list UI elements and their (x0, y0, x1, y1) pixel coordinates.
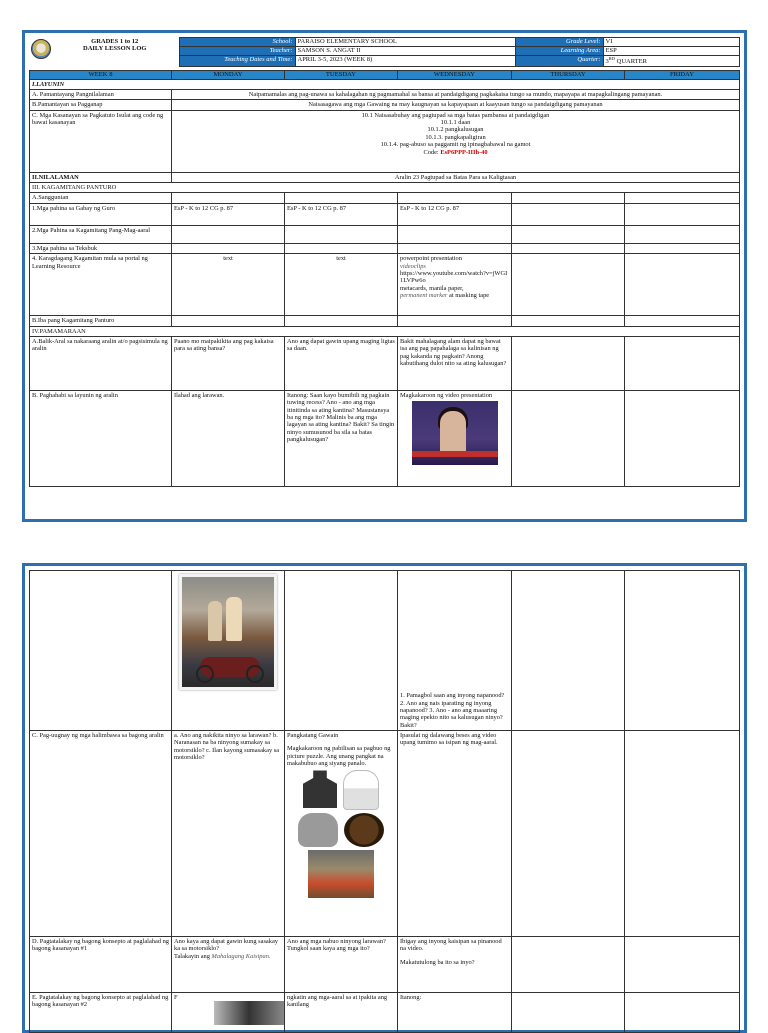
competency-code: EsP6PPP-IIIh-40 (440, 148, 488, 156)
row-teksbuk: 3.Mga pahina sa Teksbuk (30, 243, 172, 253)
day-wednesday: WEDNESDAY (398, 70, 512, 79)
quarter-label: Quarter: (515, 56, 603, 67)
lr-tuesday: text (285, 254, 398, 316)
balik-wednesday: Bakit mahalagang alam dapat ng bawat isa ang pag papahalaga sa kalinisan ng pag kakanda ng pagkain? Anong kabutihang dulot nito sa ating kalusugan? (398, 336, 512, 390)
section-layunin: I.LAYUNIN (30, 79, 740, 89)
day-week: WEEK 8 (30, 70, 172, 79)
chef-icon (343, 770, 379, 810)
hairnet-icon (344, 813, 384, 847)
quarter-value: 3RD QUARTER (603, 56, 740, 67)
pagtatalakay-1-monday: Ano kaya ang dapat gawin kung sasakay ka sa motorsiklo? Talakayin ang Mahalagang Kaisipan. (172, 937, 285, 993)
row-label-b: B.Pamantayan sa Pagganap (30, 100, 172, 110)
dates-value: APRIL 3-5, 2023 (WEEK 8) (295, 56, 515, 67)
grade-label: Grade Level: (515, 38, 603, 47)
teacher-label: Teacher: (179, 47, 295, 56)
motorcycle-image-cell (172, 571, 285, 731)
pamantayang-pangnilalaman: Naipamamalas ang pag-unawa sa kahalagahan ng pagmamahal sa bansa at pandaigdigang pagkakaisa tungo sa mundo, mapayapa at mapagkalingang pamayanan. (172, 89, 740, 99)
section-kagamitan: III. KAGAMITANG PANTURO (30, 183, 740, 193)
lesson-log-page-1 (22, 30, 747, 522)
row-paghahabi: B. Paghahabi sa layunin ng aralin (30, 390, 172, 486)
nilalaman-text: Aralin 23 Pagtupad sa Batas Para sa Kaligtasan (172, 172, 740, 182)
row-pagtatalakay-2: E. Pagtatalakay ng bagong konsepto at paglalahad ng bagong kasanayan #2 (30, 993, 172, 1033)
pag-uugnay-wednesday: Ipasulat ng dalawang beses ang video upang tumimo sa isipan ng mag-aaral. (398, 731, 512, 937)
pagtatalakay-2-monday: F (172, 993, 285, 1033)
row-pag-uugnay: C. Pag-uugnay ng mga halimbawa sa bagong aralin (30, 731, 172, 937)
oven-mitt-icon (298, 813, 338, 847)
row-sanggunian: A.Sanggunian (30, 193, 172, 203)
row-label-a: A. Pamantayang Pangnilalaman (30, 89, 172, 99)
kasanayan-pagkatuto: 10.1 Naisasabuhay ang pagtupad sa mga batas pambansa at pandaigdigan 10.1.1 daan 10.1.2 pangkalusugan 10.1.3. pangkapaligiran 10.1.4. pag-abuso sa paggamit ng ipinagbabawal na gamot Code: EsP6PPP-IIIh-40 (172, 110, 740, 172)
dates-label: Teaching Dates and Time: (179, 56, 295, 67)
balik-tuesday: Ano ang dapat gawin upang maging ligtas sa daan. (285, 336, 398, 390)
video-link[interactable]: https://www.youtube.com/watch?v=jWGI1LVPw6o (400, 269, 508, 285)
log-title: GRADES 1 to 12 DAILY LESSON LOG (83, 37, 147, 52)
lr-wednesday: powerpoint presentation videoclips https://www.youtube.com/watch?v=jWGI1LVPw6o metacards, manila paper, permanent marker at masking tape (398, 254, 512, 316)
pag-uugnay-monday: a. Ano ang nakikita ninyo sa larawan? b. Naranasan na ba ninyong sumakay sa motorsiklo? c. Ilan kayong sumasakay sa motorsiklo? (172, 731, 285, 937)
paghahabi-tuesday: Itanong: Saan kayo bumibili ng pagkain tuwing recess? Ano - ano ang mga itinitinda sa ating kantina? Masustansya ba ng mga ito? Malinis ba ang mga lagayan sa ating kantina? Bakit? Sa tingin ninyo sumusunod ba sila sa batas pangkalusugan? (285, 390, 398, 486)
header-table (29, 37, 740, 67)
video-questions: 1. Pamagbol saan ang inyong napanood? 2. Ano ang nais iparating ng inyong napanood? 3. Ano - ano ang maaaring maging epekto nito sa kalusugan ninyo? Bakit? (398, 571, 512, 731)
pagtatalakay-2-tuesday: ngkatin ang mga-aaral sa at ipakita ang kanilang (285, 993, 398, 1033)
day-thursday: THURSDAY (512, 70, 625, 79)
paghahabi-monday: Ilahad ang larawan. (172, 390, 285, 486)
gabay-monday: EsP - K to 12 CG p. 87 (172, 203, 285, 225)
balik-monday: Paano mo maipakikita ang pag kakaisa para sa ating bansa? (172, 336, 285, 390)
pamantayan-pagganap: Naisasagawa ang mga Gawaing na may kaugnayan sa kapayapaan at kaayusan tungo sa pandaigdigang pamayanan (172, 100, 740, 110)
video-thumbnail[interactable] (412, 401, 498, 465)
apron-icon (303, 770, 337, 808)
pagtatalakay-1-wednesday: Ibigay ang inyong kaisipan sa pinanood na video. Makatutulong ba ito sa inyo? (398, 937, 512, 993)
gabay-wednesday: EsP - K to 12 CG p. 87 (398, 203, 512, 225)
section-nilalaman: II.NILALAMAN (30, 172, 172, 182)
paghahabi-wednesday: Magkakaroon ng video presentation (398, 390, 512, 486)
row-gabay: 1.Mga pahina sa Gabay ng Guro (30, 203, 172, 225)
pagtatalakay-1-tuesday: Ano ang mga nabuo ninyong larawan? Tungkol saan kaya ang mga ito? (285, 937, 398, 993)
row-pagtatalakay-1: D. Pagtatalakay ng bagong konsepto at paglalahad ng bagong kasanayan #1 (30, 937, 172, 993)
motorcycle-photo (179, 574, 277, 690)
area-value: ESP (603, 47, 740, 56)
pag-uugnay-tuesday: Pangkatang Gawain Magkakaroon ng pabilisan sa pagbuo ng picture puzzle. Ang unang pangkat na makabubuo ang siyang panalo. (285, 731, 398, 937)
row-balik-aral: A.Balik-Aral sa nakaraang aralin at/o pagsisimula ng aralin (30, 336, 172, 390)
pagtatalakay-2-wednesday: Itanong: (398, 993, 512, 1033)
row-kagamitan-mag: 2.Mga Pahina sa Kagamitang Pang-Mag-aaral (30, 225, 172, 243)
school-label: School: (179, 38, 295, 47)
deped-logo (29, 38, 51, 67)
food-stall-photo (308, 850, 374, 898)
helmet-photo (214, 1001, 284, 1025)
school-value: PARAISO ELEMENTARY SCHOOL (295, 38, 515, 47)
day-monday: MONDAY (172, 70, 285, 79)
lesson-log-page-2 (22, 563, 747, 1033)
day-tuesday: TUESDAY (285, 70, 398, 79)
lesson-table (29, 70, 740, 487)
gabay-tuesday: EsP - K to 12 CG p. 87 (285, 203, 398, 225)
area-label: Learning Area: (515, 47, 603, 56)
grade-value: VI (603, 38, 740, 47)
lr-monday: text (172, 254, 285, 316)
row-iba: B.Iba pang Kagamitang Panturo (30, 316, 172, 326)
teacher-value: SAMSON S. ANGAT II (295, 47, 515, 56)
lesson-table-continued (29, 570, 740, 1033)
row-lr: 4. Karagdagang Kagamitan mula sa portal ng Learning Resource (30, 254, 172, 316)
seal-icon (31, 39, 51, 59)
section-pamamaraan: IV.PAMAMARAAN (30, 326, 740, 336)
day-friday: FRIDAY (625, 70, 740, 79)
row-label-c: C. Mga Kasanayan sa Pagkatuto Isulat ang code ng bawat kasanayan (30, 110, 172, 172)
